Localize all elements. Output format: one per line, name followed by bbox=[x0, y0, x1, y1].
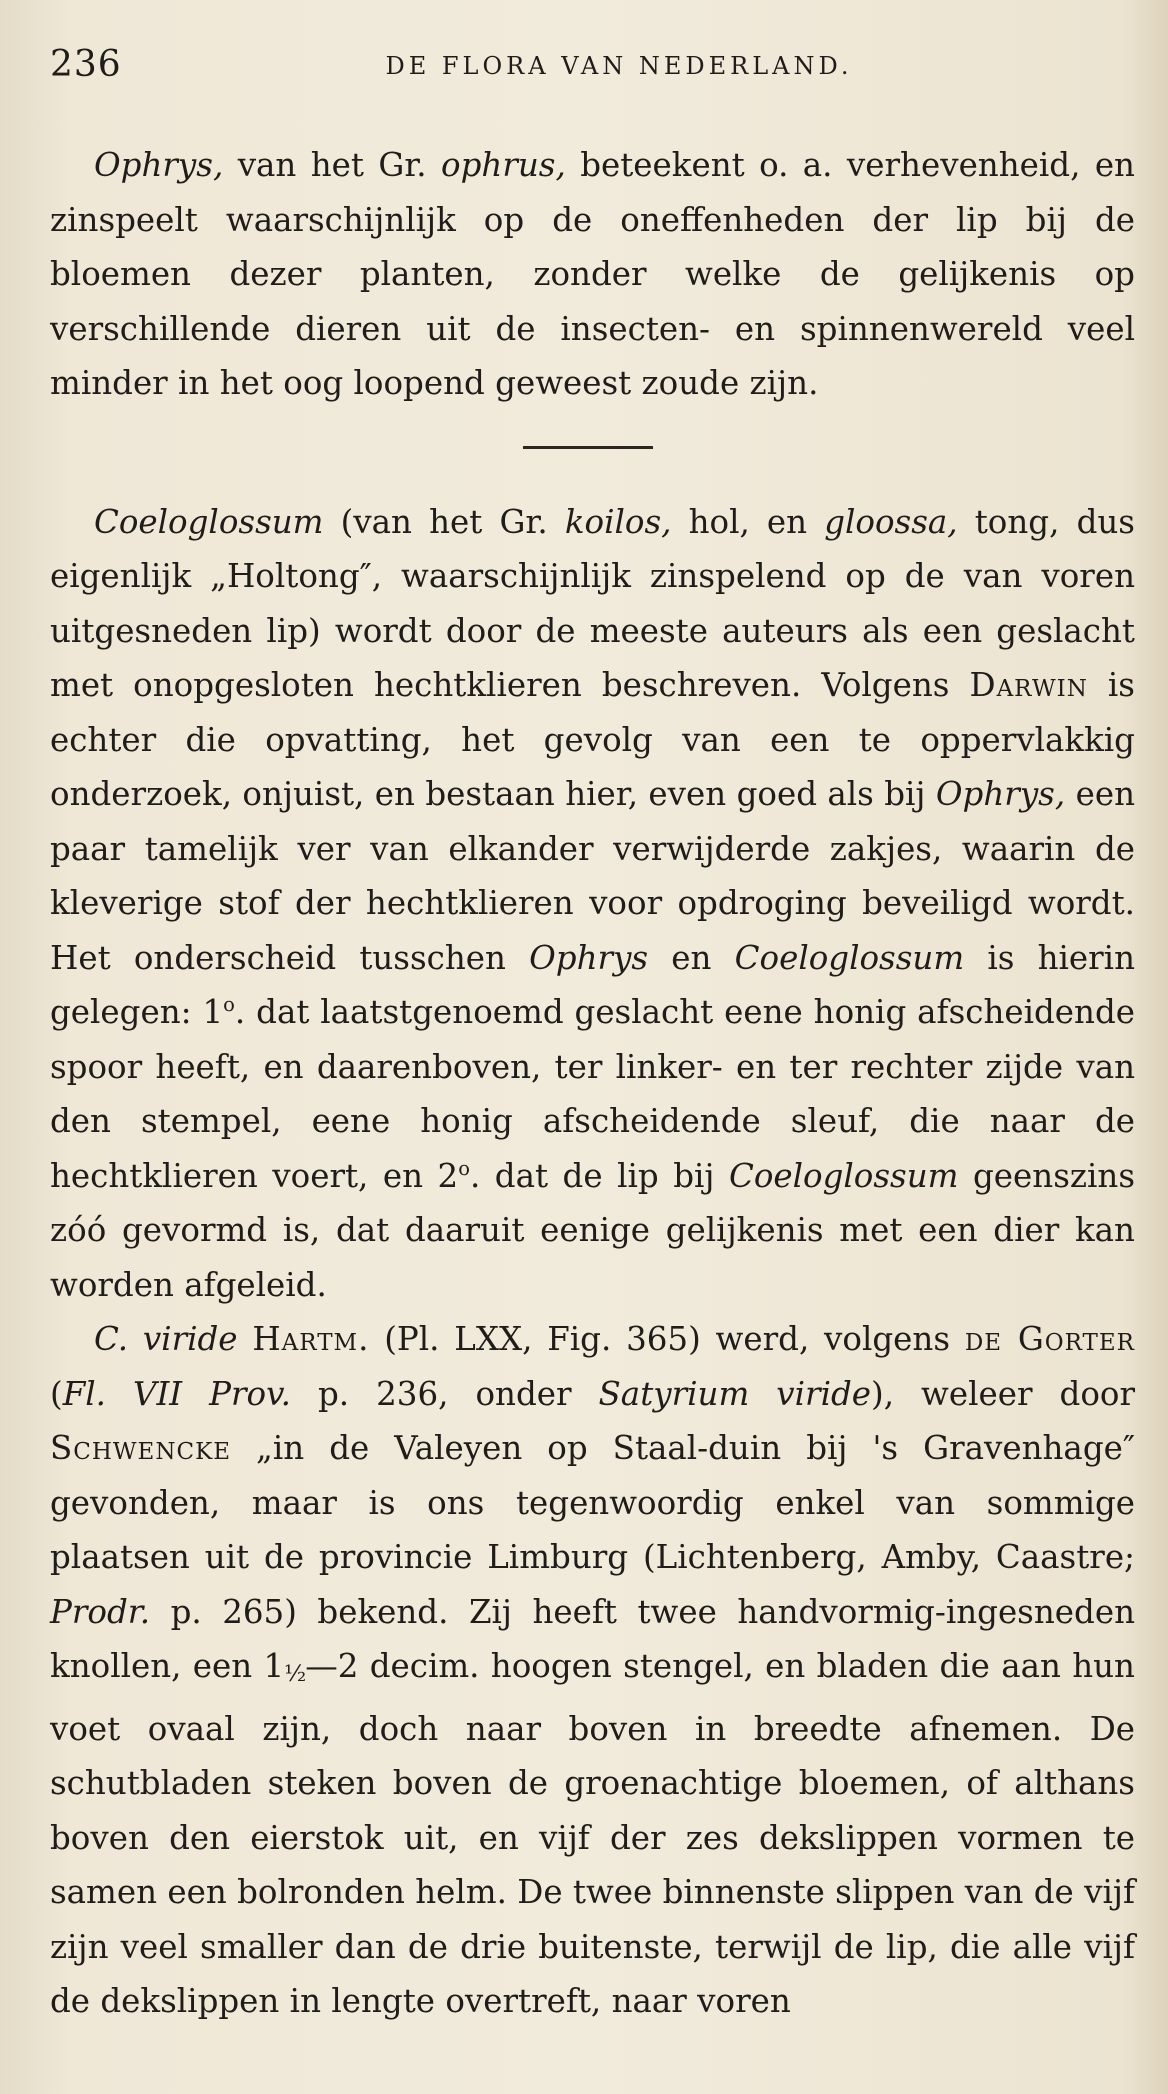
author-name: de Gorter bbox=[964, 1320, 1135, 1358]
text-run: is hierin gelegen: 1 bbox=[50, 938, 1136, 1031]
text-run: en bbox=[648, 938, 735, 977]
text-run: (Pl. LXX, Fig. 365) werd, volgens bbox=[369, 1320, 965, 1358]
text-run: is echter die opvatting, het gevolg van een te oppervlakkig onderzoek, onjuist, en bestaan hier, even goed als bij bbox=[50, 666, 1135, 813]
text-run: (van het Gr. bbox=[323, 502, 565, 541]
reference-title: Fl. VII Prov. bbox=[62, 1374, 291, 1413]
paragraph-ophrys-etymology bbox=[50, 138, 1135, 411]
ordinal-marker: o bbox=[223, 993, 235, 1017]
page-number: 236 bbox=[50, 44, 122, 85]
ordinal-marker: o bbox=[458, 1156, 470, 1180]
text-run: ( bbox=[50, 1374, 63, 1413]
author-name: Hartm. bbox=[252, 1320, 370, 1358]
genus-name: Ophrys bbox=[529, 938, 649, 977]
genus-name: Coeloglossum bbox=[728, 1156, 959, 1195]
page-header bbox=[50, 44, 1118, 94]
paragraph-coeloglossum-viride bbox=[50, 1312, 1135, 2029]
text-run: . dat laatstgenoemd geslacht eene honig afscheidende spoor heeft, en daarenboven, ter linker- en ter rechter zijde van den stempel, eene honig afscheidende sleuf, die naar de hechtklieren voert, en 2 bbox=[50, 993, 1136, 1195]
author-name: Schwencke bbox=[50, 1429, 232, 1467]
horizontal-rule bbox=[523, 446, 653, 449]
genus-name: Ophrys, bbox=[94, 146, 224, 184]
reference-title: Prodr. bbox=[50, 1592, 151, 1631]
running-head: DE FLORA VAN NEDERLAND. bbox=[385, 52, 853, 80]
fraction-half: ½ bbox=[284, 1661, 306, 1687]
section-divider bbox=[50, 411, 1135, 495]
text-run: een paar tamelijk ver van elkander verwijderde zakjes, waarin de kleverige stof der hechtklieren voor opdroging beveiligd wordt. Het onderscheid tusschen bbox=[50, 775, 1135, 977]
text-run: van het Gr. bbox=[223, 146, 442, 184]
greek-word: gloossa, bbox=[824, 502, 958, 541]
text-run: p. 236, onder bbox=[290, 1374, 599, 1413]
author-name: Darwin bbox=[969, 666, 1088, 704]
greek-word: koilos, bbox=[564, 502, 672, 541]
genus-name: Ophrys, bbox=[935, 775, 1066, 813]
text-run: tong, dus eigenlijk „Holtong″, waarschijnlijk zinspelend op de van voren uitgesneden lip) wordt door de meeste auteurs als een geslacht met onopgesloten hechtklieren beschreven. Volgens bbox=[50, 502, 1135, 704]
greek-word: ophrus, bbox=[441, 146, 566, 184]
text-run: beteekent o. a. verhevenheid, en zinspeelt waarschijnlijk op de oneffenheden der lip bij de bloemen dezer planten, zonder welke de gelijkenis op verschillende dieren uit de insecten- en spinnenwereld veel minder in het oog loopend geweest zoude zijn. bbox=[50, 146, 1135, 402]
genus-name: Coeloglossum bbox=[734, 938, 965, 977]
text-run: hol, en bbox=[671, 502, 825, 541]
species-name: C. viride bbox=[94, 1320, 238, 1358]
paragraph-coeloglossum bbox=[50, 495, 1135, 1313]
species-name: Satyrium viride bbox=[598, 1374, 872, 1413]
text-run: geenszins zóó gevormd is, dat daaruit eenige gelijkenis met een dier kan worden afgeleid. bbox=[50, 1156, 1135, 1304]
text-run: ), weleer door bbox=[871, 1374, 1135, 1413]
text-run: —2 decim. hoogen stengel, en bladen die aan hun voet ovaal zijn, doch naar boven in breedte afnemen. De schutbladen steken boven de groenachtige bloemen, of althans boven den eierstok uit, en vijf der zes dekslippen vormen te samen een bolronden helm. De twee binnenste slippen van de vijf zijn veel smaller dan de drie buitenste, terwijl de lip, die alle vijf de dekslippen in lengte overtreft, naar voren bbox=[50, 1647, 1135, 2020]
text-run: p. 265) bekend. Zij heeft twee handvormig-ingesneden knollen, een 1 bbox=[50, 1592, 1135, 1685]
text-run: . dat de lip bij bbox=[469, 1156, 729, 1195]
text-run: „in de Valeyen op Staal-duin bij 's Gravenhage″ gevonden, maar is ons tegenwoordig enkel van sommige plaatsen uit de provincie Limburg (Lichtenberg, Amby, Caastre; bbox=[50, 1429, 1135, 1576]
text-run bbox=[238, 1320, 253, 1358]
page-body bbox=[50, 138, 1135, 2029]
genus-name: Coeloglossum bbox=[94, 502, 324, 541]
